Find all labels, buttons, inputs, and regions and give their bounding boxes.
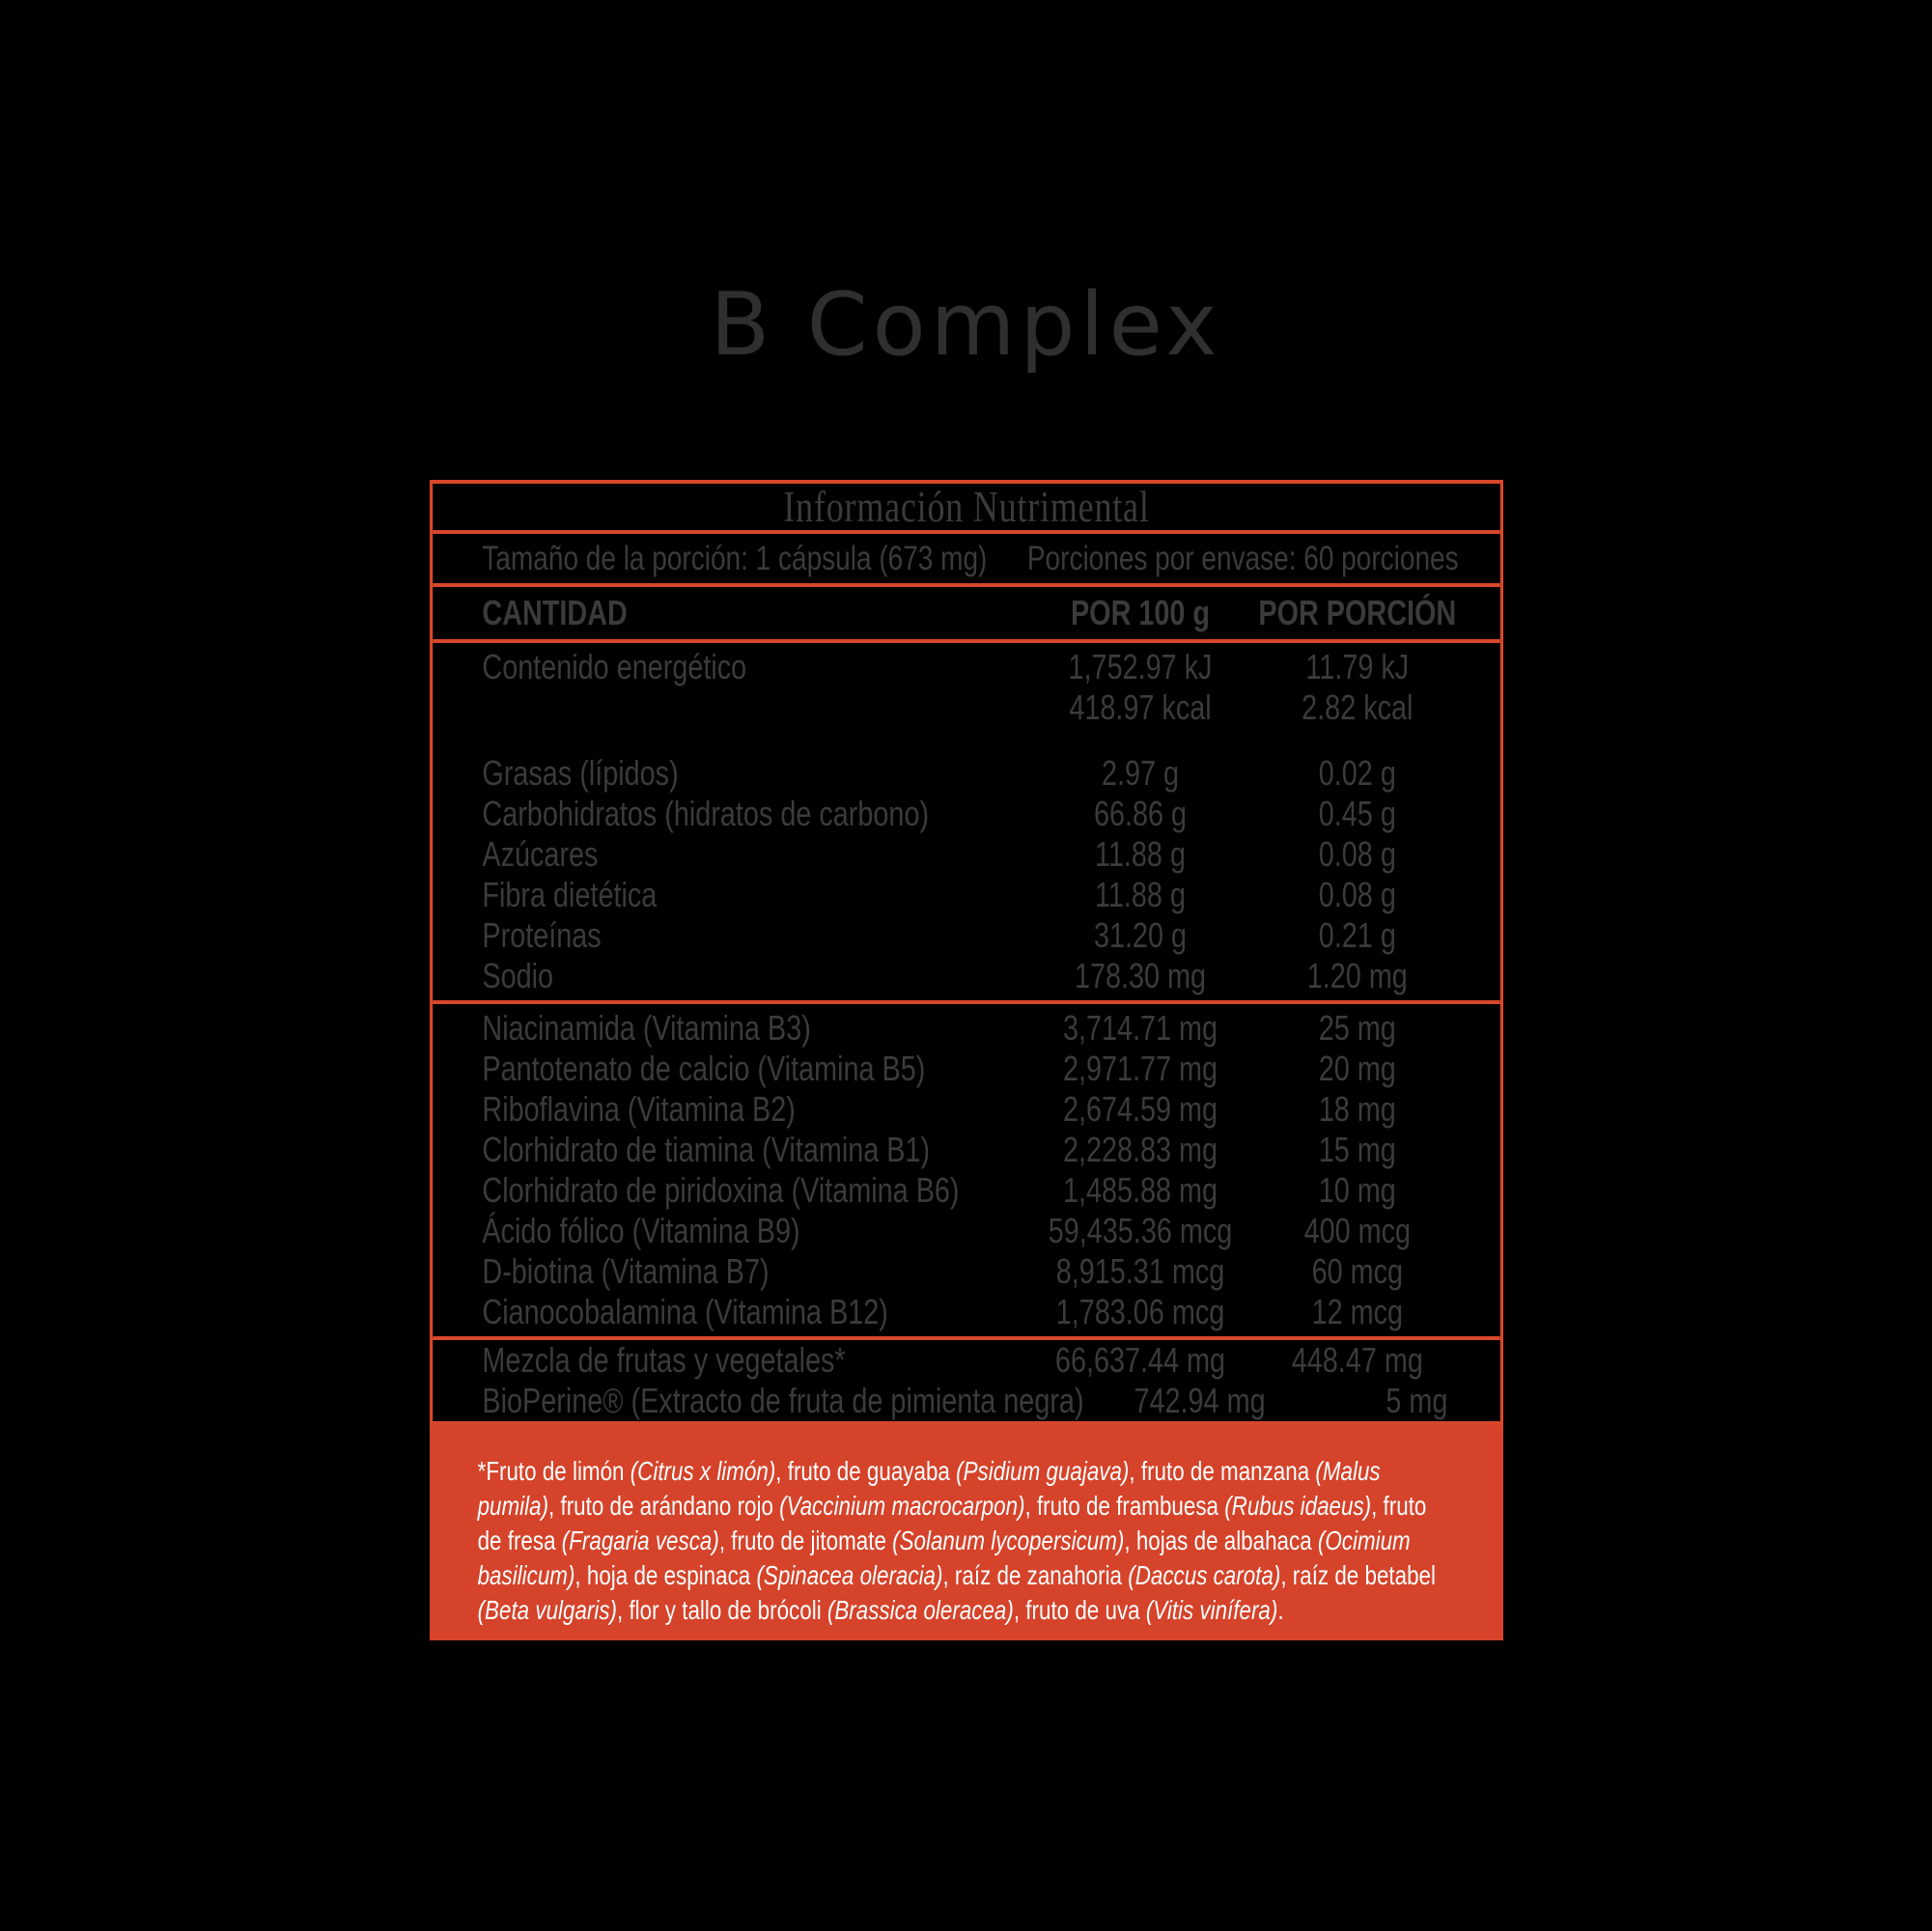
- row-value-per100: 31.20 g: [1093, 915, 1187, 955]
- table-row: [482, 1170, 1458, 1211]
- table-row: [482, 1251, 1458, 1292]
- row-value-per100: 8,915.31 mcg: [1055, 1251, 1224, 1291]
- table-row: [482, 1130, 1458, 1170]
- vitamins-section: [433, 1004, 1500, 1340]
- table-row: [482, 915, 1458, 956]
- row-value-per100: 1,485.88 mg: [1062, 1170, 1218, 1210]
- row-label: Cianocobalamina (Vitamina B12): [481, 1292, 888, 1331]
- row-label: Contenido energético: [481, 647, 746, 686]
- row-value-per100: 11.88 g: [1094, 875, 1186, 914]
- row-label: Riboflavina (Vitamina B2): [481, 1089, 796, 1129]
- serving-size-text: Tamaño de la porción: 1 cápsula (673 mg): [481, 539, 987, 577]
- row-value-portion: 12 mcg: [1311, 1292, 1403, 1331]
- row-value-per100: 11.88 g: [1094, 834, 1186, 874]
- table-row: [482, 1211, 1458, 1251]
- footnote-line: basilicum), hoja de espinaca (Spinacea oleracia), raíz de zanahoria (Daccus carota), raíz de betabel: [477, 1560, 1436, 1590]
- row-label: Mezcla de frutas y vegetales*: [481, 1340, 846, 1380]
- row-value-portion: 0.08 g: [1318, 834, 1396, 874]
- row-label: Niacinamida (Vitamina B3): [481, 1008, 811, 1048]
- table-row: [482, 1049, 1458, 1089]
- row-value-per100: 1,752.97 kJ: [1068, 647, 1212, 686]
- table-row: [482, 834, 1458, 875]
- row-label: Grasas (lípidos): [481, 753, 679, 793]
- row-label: [482, 687, 1024, 728]
- row-value-portion: 18 mg: [1318, 1089, 1396, 1129]
- row-value-portion: 0.08 g: [1318, 875, 1396, 914]
- row-value-per100: 1,783.06 mcg: [1055, 1292, 1224, 1331]
- table-row: [482, 1008, 1458, 1049]
- footnote-line: de fresa (Fragaria vesca), fruto de jitomate (Solanum lycopersicum), hojas de albahaca (Ocimium: [477, 1525, 1411, 1555]
- table-row: [482, 1292, 1458, 1332]
- table-row: [482, 794, 1458, 834]
- row-value-per100: 742.94 mg: [1133, 1381, 1266, 1420]
- macros-section: [433, 643, 1500, 1004]
- footnote-line: pumila), fruto de arándano rojo (Vaccinium macrocarpon), fruto de frambuesa (Rubus idaeus), fruto: [477, 1491, 1426, 1521]
- row-value-portion: 5 mg: [1385, 1381, 1447, 1420]
- table-row: [482, 753, 1458, 794]
- row-value-portion: 15 mg: [1318, 1130, 1396, 1169]
- row-label: Carbohidratos (hidratos de carbono): [481, 794, 929, 833]
- table-row: [482, 1089, 1458, 1130]
- ingredients-footnote: [430, 1425, 1503, 1640]
- row-spacer: [482, 728, 1458, 753]
- row-value-portion: 2.82 kcal: [1301, 687, 1413, 727]
- row-value-per100: 66,637.44 mg: [1054, 1340, 1225, 1380]
- nutrition-table: [430, 480, 1503, 1425]
- row-value-portion: 10 mg: [1318, 1170, 1396, 1210]
- row-label: BioPerine® (Extracto de fruta de pimienta negra): [481, 1381, 1084, 1420]
- row-value-per100: 59,435.36 mcg: [1048, 1211, 1232, 1250]
- row-label: Sodio: [481, 956, 553, 995]
- table-row: [482, 1381, 1458, 1421]
- row-value-portion: 25 mg: [1318, 1008, 1396, 1048]
- row-label: Azúcares: [481, 834, 598, 874]
- product-title: B Complex: [710, 274, 1222, 376]
- nutrition-panel: [430, 480, 1503, 1640]
- row-value-per100: 178.30 mg: [1074, 956, 1206, 995]
- row-value-per100: 66.86 g: [1093, 794, 1187, 833]
- blends-section: [433, 1340, 1500, 1421]
- row-value-portion: 0.21 g: [1318, 915, 1396, 955]
- table-row: [482, 647, 1458, 687]
- row-value-per100: 2,674.59 mg: [1062, 1089, 1218, 1129]
- serving-row: [433, 534, 1500, 587]
- table-row: [482, 875, 1458, 915]
- footnote-line: (Beta vulgaris), flor y tallo de brócoli (Brassica oleracea), fruto de uva (Vitis vinífera).: [477, 1595, 1284, 1625]
- row-value-per100: 2,971.77 mg: [1062, 1049, 1218, 1088]
- row-value-portion: 0.45 g: [1318, 794, 1396, 833]
- column-header-portion: POR PORCIÓN: [1257, 593, 1456, 632]
- row-label: Ácido fólico (Vitamina B9): [481, 1211, 800, 1250]
- row-value-per100: 2,228.83 mg: [1062, 1130, 1218, 1169]
- row-value-portion: 1.20 mg: [1306, 956, 1408, 995]
- row-label: Clorhidrato de piridoxina (Vitamina B6): [481, 1170, 960, 1210]
- column-header-amount: CANTIDAD: [481, 593, 628, 632]
- row-label: Pantotenato de calcio (Vitamina B5): [481, 1049, 925, 1088]
- row-value-per100: 418.97 kcal: [1068, 687, 1212, 727]
- footnote-line: *Fruto de limón (Citrus x limón), fruto de guayaba (Psidium guajava), fruto de manzana (Malus: [477, 1456, 1381, 1486]
- row-value-portion: 448.47 mg: [1291, 1340, 1423, 1380]
- table-row: [482, 687, 1458, 728]
- row-value-per100: 2.97 g: [1101, 753, 1179, 793]
- column-header-row: [433, 587, 1500, 643]
- row-label: Clorhidrato de tiamina (Vitamina B1): [481, 1130, 930, 1169]
- row-value-portion: 0.02 g: [1318, 753, 1396, 793]
- row-label: Fibra dietética: [481, 875, 657, 914]
- row-label: D-biotina (Vitamina B7): [481, 1251, 770, 1291]
- nutrition-table-title: Información Nutrimental: [433, 484, 1500, 534]
- table-row: [482, 956, 1458, 996]
- column-header-per100: POR 100 g: [1070, 593, 1210, 632]
- row-value-portion: 60 mcg: [1311, 1251, 1403, 1291]
- row-value-portion: 11.79 kJ: [1304, 647, 1409, 686]
- row-value-portion: 400 mcg: [1303, 1211, 1411, 1250]
- row-value-per100: 3,714.71 mg: [1062, 1008, 1218, 1048]
- table-row: [482, 1340, 1458, 1381]
- row-value-portion: 20 mg: [1318, 1049, 1396, 1088]
- servings-per-container-text: Porciones por envase: 60 porciones: [1026, 539, 1459, 577]
- row-label: Proteínas: [481, 915, 602, 955]
